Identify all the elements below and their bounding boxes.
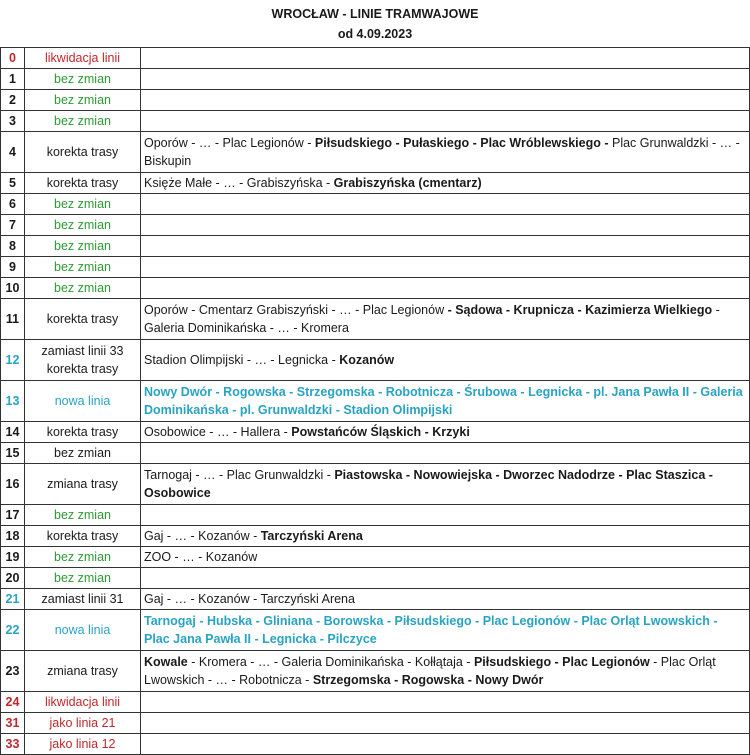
status-text: jako linia 21 xyxy=(49,716,116,730)
line-route xyxy=(141,48,750,69)
status-text: bez zmian xyxy=(54,72,111,86)
table-row xyxy=(1,692,750,713)
table-row xyxy=(1,48,750,69)
table-row xyxy=(1,299,750,340)
table-row xyxy=(1,236,750,257)
route-segment: - Galeria Dominikańska - … - Kromera xyxy=(144,303,720,335)
route-segment: Plac Grunwaldzki - … - Biskupin xyxy=(144,136,740,168)
status-text: nowa linia xyxy=(54,623,111,637)
table-row xyxy=(1,132,750,173)
line-status xyxy=(25,734,141,755)
line-route xyxy=(141,257,750,278)
table-row xyxy=(1,69,750,90)
line-status xyxy=(25,299,141,340)
status-text: zamiast linii 31 xyxy=(41,592,124,606)
route-segment: Oporów - Cmentarz Grabiszyński - … - Plac Legionów xyxy=(144,303,448,317)
status-text: bez zmian xyxy=(54,508,111,522)
line-number: 22 xyxy=(1,610,25,651)
status-text: bez zmian xyxy=(54,571,111,585)
title-line-1: WROCŁAW - LINIE TRAMWAJOWE xyxy=(271,7,479,21)
line-route xyxy=(141,526,750,547)
line-status xyxy=(25,215,141,236)
route-segment: ZOO - … - Kozanów xyxy=(144,550,258,564)
status-text: bez zmian xyxy=(54,114,111,128)
table-row xyxy=(1,651,750,692)
line-status xyxy=(25,464,141,505)
table-row xyxy=(1,257,750,278)
route-segment-changed: Kozanów xyxy=(339,353,395,367)
line-status xyxy=(25,443,141,464)
line-status xyxy=(25,194,141,215)
table-row xyxy=(1,215,750,236)
table-row xyxy=(1,278,750,299)
line-status xyxy=(25,526,141,547)
line-route xyxy=(141,69,750,90)
status-text: bez zmian xyxy=(54,239,111,253)
table-row xyxy=(1,381,750,422)
table-row xyxy=(1,589,750,610)
route-segment-changed: Powstańców Śląskich - Krzyki xyxy=(291,425,470,439)
table-row xyxy=(1,464,750,505)
status-text: korekta trasy xyxy=(46,362,119,376)
line-number: 9 xyxy=(1,257,25,278)
line-number: 15 xyxy=(1,443,25,464)
route-segment: Osobowice - … - Hallera - xyxy=(144,425,292,439)
line-number: 31 xyxy=(1,713,25,734)
line-number: 24 xyxy=(1,692,25,713)
status-text: bez zmian xyxy=(54,197,111,211)
line-status xyxy=(25,90,141,111)
status-text: bez zmian xyxy=(54,93,111,107)
line-status xyxy=(25,257,141,278)
line-number: 0 xyxy=(1,48,25,69)
line-route xyxy=(141,111,750,132)
title-line-2: od 4.09.2023 xyxy=(337,27,413,41)
route-segment-changed: - Sądowa - Krupnicza - Kazimierza Wielkiego xyxy=(447,303,713,317)
route-segment: - Kromera - … - Galeria Dominikańska - Kołłątaja - xyxy=(187,655,474,669)
line-status xyxy=(25,48,141,69)
route-segment-changed: Piastowska - Nowowiejska - Dworzec Nadodrze - Plac Staszica - Osobowice xyxy=(144,468,713,500)
table-row xyxy=(1,505,750,526)
table-row xyxy=(1,90,750,111)
tram-lines-table xyxy=(0,47,750,755)
status-text: korekta trasy xyxy=(46,312,119,326)
status-text: nowa linia xyxy=(54,394,111,408)
line-number: 20 xyxy=(1,568,25,589)
line-route xyxy=(141,505,750,526)
line-route xyxy=(141,173,750,194)
line-route xyxy=(141,713,750,734)
line-route xyxy=(141,734,750,755)
line-status xyxy=(25,381,141,422)
line-route xyxy=(141,610,750,651)
tram-lines-body xyxy=(1,48,750,755)
line-number: 33 xyxy=(1,734,25,755)
line-route xyxy=(141,651,750,692)
route-segment-changed: Nowy Dwór - Rogowska - Strzegomska - Robotnicza - Śrubowa - Legnicka - pl. Jana Pawła II - Galeria Dominikańska - pl. Grunwaldzki - Stadion Olimpijski xyxy=(144,385,743,417)
status-text: bez zmian xyxy=(54,446,111,460)
route-segment: Oporów - … - Plac Legionów - xyxy=(144,136,315,150)
table-row xyxy=(1,422,750,443)
page-title xyxy=(0,0,750,47)
line-number: 18 xyxy=(1,526,25,547)
table-row xyxy=(1,173,750,194)
line-route xyxy=(141,299,750,340)
table-row xyxy=(1,547,750,568)
line-route xyxy=(141,194,750,215)
line-number: 12 xyxy=(1,340,25,381)
table-row xyxy=(1,194,750,215)
status-text: zmiana trasy xyxy=(47,477,118,491)
status-text: bez zmian xyxy=(54,260,111,274)
status-text: zamiast linii 33 xyxy=(41,344,124,358)
line-route xyxy=(141,381,750,422)
line-status xyxy=(25,651,141,692)
table-row xyxy=(1,111,750,132)
status-text: korekta trasy xyxy=(46,176,119,190)
line-number: 5 xyxy=(1,173,25,194)
status-text: korekta trasy xyxy=(46,529,119,543)
line-status xyxy=(25,422,141,443)
line-number: 23 xyxy=(1,651,25,692)
line-status xyxy=(25,505,141,526)
route-segment: Gaj - … - Kozanów - xyxy=(144,529,261,543)
table-row xyxy=(1,734,750,755)
line-number: 16 xyxy=(1,464,25,505)
line-route xyxy=(141,589,750,610)
line-number: 17 xyxy=(1,505,25,526)
status-text: likwidacja linii xyxy=(44,51,121,65)
line-route xyxy=(141,422,750,443)
line-route xyxy=(141,692,750,713)
table-row xyxy=(1,443,750,464)
route-segment-changed: Grabiszyńska (cmentarz) xyxy=(333,176,482,190)
line-number: 11 xyxy=(1,299,25,340)
route-segment: Stadion Olimpijski - … - Legnicka - xyxy=(144,353,340,367)
line-status xyxy=(25,568,141,589)
line-number: 21 xyxy=(1,589,25,610)
line-number: 8 xyxy=(1,236,25,257)
line-route xyxy=(141,132,750,173)
table-row xyxy=(1,568,750,589)
line-status xyxy=(25,278,141,299)
line-number: 6 xyxy=(1,194,25,215)
line-number: 3 xyxy=(1,111,25,132)
line-number: 10 xyxy=(1,278,25,299)
line-number: 2 xyxy=(1,90,25,111)
line-status xyxy=(25,132,141,173)
line-route xyxy=(141,215,750,236)
status-text: bez zmian xyxy=(54,218,111,232)
status-text: bez zmian xyxy=(54,281,111,295)
route-segment-changed: Tarnogaj - Hubska - Gliniana - Borowska - Piłsudskiego - Plac Legionów - Plac Orląt Lwowskich - Plac Jana Pawła II - Legnicka - Pilczyce xyxy=(144,614,718,646)
line-number: 13 xyxy=(1,381,25,422)
route-segment: Tarnogaj - … - Plac Grunwaldzki - xyxy=(144,468,335,482)
line-route xyxy=(141,278,750,299)
line-number: 1 xyxy=(1,69,25,90)
line-route xyxy=(141,340,750,381)
line-number: 14 xyxy=(1,422,25,443)
route-segment-changed: Strzegomska - Rogowska - Nowy Dwór xyxy=(312,673,544,687)
line-status xyxy=(25,236,141,257)
table-row xyxy=(1,610,750,651)
line-route xyxy=(141,443,750,464)
route-segment-changed: Piłsudskiego - Pułaskiego - Plac Wróblewskiego - xyxy=(314,136,609,150)
status-text: zmiana trasy xyxy=(47,664,118,678)
table-row xyxy=(1,526,750,547)
line-status xyxy=(25,610,141,651)
line-status xyxy=(25,713,141,734)
route-segment-changed: Tarczyński Arena xyxy=(260,529,363,543)
status-text: likwidacja linii xyxy=(44,695,121,709)
line-status xyxy=(25,547,141,568)
line-route xyxy=(141,236,750,257)
line-route xyxy=(141,547,750,568)
line-route xyxy=(141,464,750,505)
line-number: 4 xyxy=(1,132,25,173)
line-route xyxy=(141,90,750,111)
table-row xyxy=(1,713,750,734)
line-status xyxy=(25,69,141,90)
route-segment: - Plac Orląt Lwowskich - … - Robotnicza - xyxy=(144,655,716,687)
status-text: korekta trasy xyxy=(46,145,119,159)
route-segment-changed: Kowale xyxy=(144,655,188,669)
line-status xyxy=(25,340,141,381)
line-status xyxy=(25,589,141,610)
line-status xyxy=(25,173,141,194)
line-number: 19 xyxy=(1,547,25,568)
status-text: bez zmian xyxy=(54,550,111,564)
line-status xyxy=(25,111,141,132)
status-text: jako linia 12 xyxy=(49,737,116,751)
line-route xyxy=(141,568,750,589)
line-number: 7 xyxy=(1,215,25,236)
route-segment: Księże Małe - … - Grabiszyńska - xyxy=(144,176,334,190)
status-text: korekta trasy xyxy=(46,425,119,439)
table-row xyxy=(1,340,750,381)
line-status xyxy=(25,692,141,713)
route-segment-changed: Piłsudskiego - Plac Legionów xyxy=(473,655,650,669)
route-segment: Gaj - … - Kozanów - Tarczyński Arena xyxy=(144,592,355,606)
